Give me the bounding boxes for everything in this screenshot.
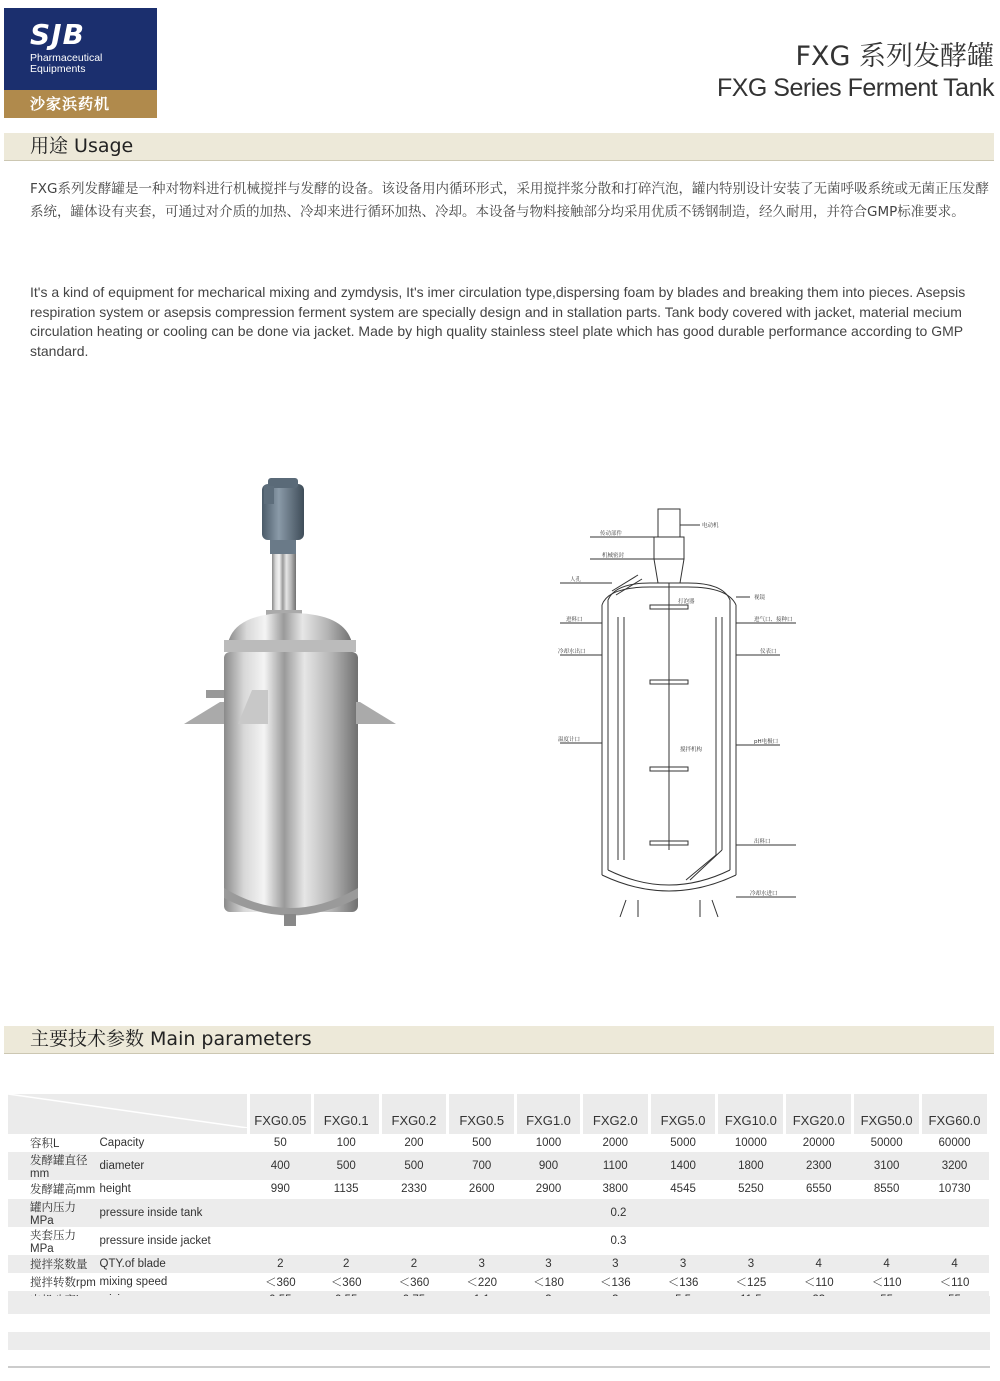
param-value: 200 — [380, 1134, 448, 1152]
diagram-label-drive: 传动部件 — [600, 531, 623, 537]
model-header: FXG0.2 — [380, 1094, 448, 1134]
param-value: 3 — [448, 1255, 516, 1273]
param-value: ＜110 — [921, 1273, 989, 1291]
param-value: 3100 — [853, 1152, 921, 1180]
model-header: FXG2.0 — [581, 1094, 649, 1134]
model-header: FXG10.0 — [717, 1094, 785, 1134]
diagram-label-defoam: 打泡器 — [678, 599, 695, 605]
model-header: FXG20.0 — [785, 1094, 853, 1134]
param-name-cn: 罐内压力MPa — [8, 1199, 100, 1227]
model-header: FXG50.0 — [853, 1094, 921, 1134]
param-value: 400 — [248, 1152, 312, 1180]
table-row — [8, 1199, 989, 1227]
logo-subtitle-line2: Equipments — [30, 63, 86, 75]
param-name-en: pressure inside jacket — [100, 1227, 249, 1255]
usage-section-band — [4, 133, 994, 160]
param-value: 4 — [853, 1255, 921, 1273]
param-value: 50000 — [853, 1134, 921, 1152]
param-value: ＜136 — [649, 1273, 717, 1291]
param-name-en: Capacity — [100, 1134, 249, 1152]
param-value: ＜110 — [853, 1273, 921, 1291]
model-header: FXG60.0 — [921, 1094, 989, 1134]
param-value: 5250 — [717, 1180, 785, 1198]
param-value: 5000 — [649, 1134, 717, 1152]
param-value: 1135 — [312, 1180, 380, 1198]
param-value: 700 — [448, 1152, 516, 1180]
diagram-label-motor: 电动机 — [702, 523, 719, 529]
param-value: 500 — [380, 1152, 448, 1180]
diagram-label-gauge: 仪表口 — [760, 649, 777, 655]
param-value: 3200 — [921, 1152, 989, 1180]
param-value: 2600 — [448, 1180, 516, 1198]
params-band-underline — [4, 1053, 994, 1054]
param-value: 2000 — [581, 1134, 649, 1152]
param-name-en: height — [100, 1180, 249, 1198]
param-name-cn: 搅拌转数rpm — [8, 1273, 100, 1291]
param-value: 10000 — [717, 1134, 785, 1152]
table-row — [8, 1227, 989, 1255]
param-value: 500 — [312, 1152, 380, 1180]
param-value: 8550 — [853, 1180, 921, 1198]
diagram-label-seal: 机械密封 — [602, 553, 625, 559]
param-value: 60000 — [921, 1134, 989, 1152]
param-value: ＜220 — [448, 1273, 516, 1291]
param-value: 3 — [649, 1255, 717, 1273]
param-value: ＜360 — [312, 1273, 380, 1291]
table-empty-row — [8, 1332, 990, 1350]
param-value: 900 — [516, 1152, 582, 1180]
logo-brand: SJB — [30, 18, 85, 51]
param-value: 1000 — [516, 1134, 582, 1152]
param-value: 50 — [248, 1134, 312, 1152]
corner-diagonal-line — [8, 1094, 248, 1128]
diagram-label-discharge: 出料口 — [754, 839, 771, 845]
param-name-en: QTY.of blade — [100, 1255, 249, 1273]
param-name-en: mixing speed — [100, 1273, 249, 1291]
logo-top-block — [4, 8, 157, 90]
param-value: 2300 — [785, 1152, 853, 1180]
company-logo — [4, 8, 157, 118]
param-value: 2 — [380, 1255, 448, 1273]
param-value: 3 — [581, 1255, 649, 1273]
param-value-merged: 0.3 — [248, 1227, 988, 1255]
param-value: ＜360 — [380, 1273, 448, 1291]
logo-chinese-name: 沙家浜药机 — [4, 90, 157, 118]
diagram-label-air-in: 进气口、接种口 — [754, 617, 793, 623]
model-header: FXG0.1 — [312, 1094, 380, 1134]
table-row — [8, 1255, 989, 1273]
param-value: 2330 — [380, 1180, 448, 1198]
param-value: ＜180 — [516, 1273, 582, 1291]
usage-band-underline — [4, 160, 994, 161]
param-value: 4 — [921, 1255, 989, 1273]
table-row — [8, 1152, 989, 1180]
param-value: 10730 — [921, 1180, 989, 1198]
param-value: 2 — [248, 1255, 312, 1273]
table-header-row — [8, 1094, 989, 1134]
logo-subtitle-line1: Pharmaceutical — [30, 52, 103, 64]
param-value: ＜136 — [581, 1273, 649, 1291]
param-value: 20000 — [785, 1134, 853, 1152]
param-name-cn: 发酵罐直径mm — [8, 1152, 100, 1180]
param-value: 3800 — [581, 1180, 649, 1198]
param-name-cn: 容积L — [8, 1134, 100, 1152]
usage-paragraph-cn: FXG系列发酵罐是一种对物料进行机械搅拌与发酵的设备。该设备用内循环形式，采用搅拌浆分散和打碎汽泡，罐内特别设计安装了无菌呼吸系统或无菌正压发酵系统，罐体设有夹套，可通过对介质的加热、冷却来进行循环加热、冷却。本设备与物料接触部分均采用优质不锈钢制造，经久耐用，并符合GMP标准要求。 — [30, 181, 989, 220]
param-name-en: pressure inside tank — [100, 1199, 249, 1227]
param-value: ＜360 — [248, 1273, 312, 1291]
model-header: FXG1.0 — [516, 1094, 582, 1134]
table-header-corner — [8, 1094, 248, 1134]
model-header: FXG0.05 — [248, 1094, 312, 1134]
parameters-table — [8, 1094, 990, 1328]
logo-subtitle — [30, 53, 102, 75]
table-row — [8, 1180, 989, 1198]
param-value: ＜125 — [717, 1273, 785, 1291]
param-value: 1800 — [717, 1152, 785, 1180]
param-value: 4545 — [649, 1180, 717, 1198]
param-value: 4 — [785, 1255, 853, 1273]
diagram-label-stirrer: 搅拌机构 — [680, 747, 703, 753]
model-header: FXG5.0 — [649, 1094, 717, 1134]
params-heading: 主要技术参数 Main parameters — [30, 1028, 312, 1050]
model-header: FXG0.5 — [448, 1094, 516, 1134]
param-name-cn: 发酵罐高mm — [8, 1180, 100, 1198]
param-value: 1400 — [649, 1152, 717, 1180]
page-title-en: FXG Series Ferment Tank — [716, 74, 994, 102]
param-value-merged: 0.2 — [248, 1199, 988, 1227]
table-row — [8, 1134, 989, 1152]
param-name-cn: 搅拌浆数量 — [8, 1255, 100, 1273]
params-section-band — [4, 1026, 994, 1053]
table-empty-row — [8, 1296, 990, 1314]
table-bottom-rule — [8, 1366, 990, 1368]
usage-paragraph-en: It's a kind of equipment for mecharical mixing and zymdysis, It's imer circulation type,dispersing foam by blades and breaking them into pieces. Asepsis respiration system or asepsis compression ferment system are specially design and in stallation parts. Tank body covered with jacket, material mecium circulation heating or cooling can be done via jacket. Made by high quality stainless steel plate which has good durable performance according to GMP standard. — [30, 284, 966, 359]
param-value: 100 — [312, 1134, 380, 1152]
page-title-cn: FXG 系列发酵罐 — [795, 41, 994, 72]
param-value: 1100 — [581, 1152, 649, 1180]
tank-cross-section-diagram — [550, 505, 810, 925]
diagram-label-feed: 进料口 — [566, 617, 583, 623]
param-value: 3 — [717, 1255, 785, 1273]
param-value: 2900 — [516, 1180, 582, 1198]
param-name-cn: 夹套压力MPa — [8, 1227, 100, 1255]
usage-heading: 用途 Usage — [30, 135, 134, 157]
diagram-label-sight: 视镜 — [754, 595, 766, 601]
param-value: 990 — [248, 1180, 312, 1198]
diagram-label-ph: pH电极口 — [754, 739, 779, 745]
param-value: ＜110 — [785, 1273, 853, 1291]
param-name-en: diameter — [100, 1152, 249, 1180]
table-row — [8, 1273, 989, 1291]
diagram-label-thermometer: 温度计口 — [558, 737, 581, 743]
param-value: 3 — [516, 1255, 582, 1273]
param-value: 500 — [448, 1134, 516, 1152]
diagram-label-coolant-in: 冷却水进口 — [750, 891, 778, 897]
param-value: 2 — [312, 1255, 380, 1273]
diagram-label-coolant-out: 冷却水出口 — [558, 649, 586, 655]
param-value: 6550 — [785, 1180, 853, 1198]
table-empty-row — [8, 1314, 990, 1332]
diagram-label-manhole: 人孔 — [570, 577, 582, 583]
tank-photo — [180, 478, 400, 930]
